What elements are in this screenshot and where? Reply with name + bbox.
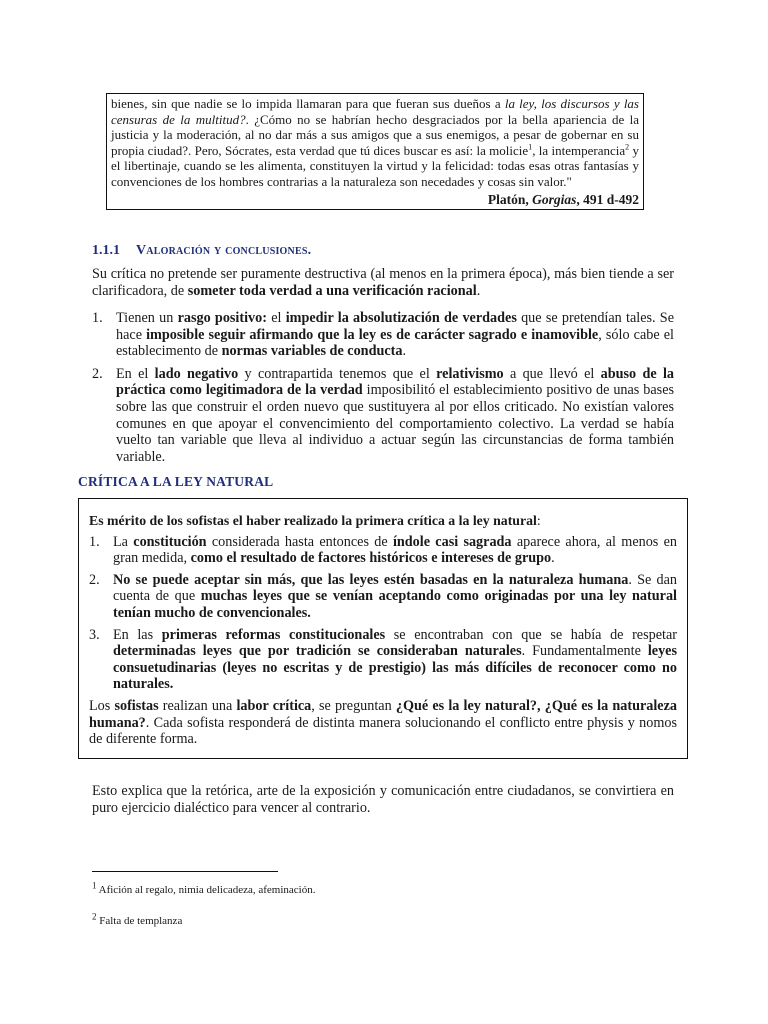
text-run: : <box>536 513 541 528</box>
text-run: aparece ahora, al menos en gran medida, <box>113 533 678 567</box>
footnote-ref-1[interactable]: 1 <box>528 142 533 152</box>
text-run: y contrapartida tenemos que el <box>238 365 437 382</box>
footnote-text: Afición al regalo, nimia delicadeza, afeminación. <box>96 884 316 896</box>
list-item <box>92 310 674 360</box>
after-paragraph: Esto explica que la retórica, arte de la exposición y comunicación entre ciudadanos, se convirtiera en puro ejercicio dialéctico para vencer al contrario. <box>92 783 674 816</box>
text-run: . <box>551 550 555 567</box>
box-closing <box>89 698 677 748</box>
bold-run: primeras reformas constitucionales <box>161 626 386 643</box>
text-run: Tienen un <box>116 310 178 326</box>
text-run: . <box>402 343 407 360</box>
footnote-rule <box>92 871 278 872</box>
text-run: imposibilitó el establecimiento positivo de unas bases sobre las que construir el orden nuevo que sustituyera al por ellos criticado. No existían valores comunes en que apoyar el convencimiento del comportamiento colectivo. La verdad se había vuelto tan variable que lleva al individuo a actuar según las circunstancias de forma también variable. <box>116 382 675 465</box>
list-marker: 2. <box>92 365 103 382</box>
section-number: 1.1.1 <box>92 243 120 258</box>
footnote-2 <box>92 911 183 927</box>
text-run: Su crítica no pretende ser puramente destructiva (al menos en la primera época), más bien tiende a ser clarificadora, de <box>92 266 674 299</box>
text-run: a que llevó el <box>503 365 601 382</box>
bold-run: índole casi sagrada <box>392 533 512 550</box>
list-item <box>92 366 674 466</box>
text-run: . Fundamentalmente <box>521 643 648 660</box>
quote-segment: . ¿Cómo no se habrían hecho desgraciados por la bella apariencia de la justicia y la moderación, al no dar más a sus amigos que a sus enemigos, a pesar de gobernar en su propia ciudad?. Pero, Sócrates, esta verdad que tú dices buscar es así: la molicie <box>111 111 640 158</box>
footnote-ref-2[interactable]: 2 <box>625 142 630 152</box>
footnote-text: Falta de templanza <box>96 915 183 927</box>
intro-paragraph <box>92 266 674 299</box>
subsection-heading: CRÍTICA A LA LEY NATURAL <box>78 474 274 489</box>
bold-run: someter toda verdad a una verificación racional <box>187 282 477 299</box>
quote-segment: , la intemperancia <box>532 142 626 158</box>
citation-reference: , 491 d-492 <box>576 191 639 207</box>
text-run: La <box>113 533 134 550</box>
footnote-number: 2 <box>92 911 97 922</box>
bold-run: ¿Qué es la ley natural?, ¿Qué es la naturaleza humana? <box>89 697 677 731</box>
quote-box <box>106 93 644 210</box>
conclusions-list <box>92 310 674 471</box>
list-item <box>89 572 677 622</box>
list-marker: 1. <box>89 533 100 550</box>
bold-run: labor crítica <box>236 697 312 714</box>
text-run: que se pretendían tales. Se hace <box>116 310 674 343</box>
text-run: considerada hasta entonces de <box>206 533 393 550</box>
text-run: . <box>476 282 481 299</box>
text-run: Los <box>89 697 115 714</box>
list-item <box>89 534 677 567</box>
box-lead <box>89 513 677 530</box>
bold-run: leyes consuetudinarias (leyes no escritas y de prestigio) las más difíciles de reconocer como no naturales. <box>113 643 677 693</box>
list-marker: 2. <box>89 571 100 588</box>
bold-run: relativismo <box>436 365 504 382</box>
citation-work: Gorgias <box>532 191 577 207</box>
footnote-1 <box>92 880 316 896</box>
text-run: . Se dan cuenta de que <box>113 571 677 605</box>
bold-run: No se puede aceptar sin más, que las leyes estén basadas en la naturaleza humana <box>113 571 629 588</box>
text-run: , sólo cabe el establecimento de <box>116 326 674 360</box>
bold-run: lado negativo <box>154 365 239 382</box>
bold-run: Es mérito de los sofistas el haber realizado la primera crítica a la ley natural <box>89 513 537 528</box>
section-title: Valoración y conclusiones. <box>136 243 312 258</box>
text-run: se encontraban con que se había de respetar <box>385 626 677 643</box>
bold-run: sofistas <box>114 697 159 714</box>
text-run: el <box>266 310 286 326</box>
quote-text <box>111 96 639 190</box>
list-marker: 1. <box>92 310 103 326</box>
text-run: En el <box>116 365 155 382</box>
bold-run: rasgo positivo: <box>177 310 267 326</box>
footnote-number: 1 <box>92 880 97 891</box>
list-item <box>89 627 677 693</box>
list-marker: 3. <box>89 626 100 643</box>
quote-segment: bienes, sin que nadie se lo impida llamaran para que fueran sus dueños a <box>111 96 505 111</box>
bold-run: determinadas leyes que por tradición se consideraban naturales <box>113 643 522 660</box>
text-run: , se preguntan <box>311 697 396 714</box>
bold-run: muchas leyes que se venían aceptando como originadas por una ley natural tenían mucho de convencionales. <box>113 588 677 621</box>
bold-run: normas variables de conducta <box>221 343 403 360</box>
bold-run: imposible seguir afirmando que la ley es de carácter sagrado e inamovible <box>146 326 599 343</box>
bold-run: abuso de la práctica como legitimadora de la verdad <box>116 365 675 399</box>
text-run: . Cada sofista responderá de distinta manera solucionando el conflicto entre physis y nomos de diferente forma. <box>89 714 677 748</box>
bold-run: constitución <box>133 533 207 550</box>
citation-author: Platón, <box>487 191 533 207</box>
text-run: realizan una <box>158 697 237 714</box>
quote-segment: y el libertinaje, cuando se les alimenta, constituyen la virtud y la felicidad: todas esas otras fantasías y convenciones de los hombres contrarias a la naturaleza son necedades y cosas sin valor." <box>111 142 640 189</box>
quote-citation <box>111 192 639 208</box>
bold-run: impedir la absolutización de verdades <box>285 310 517 326</box>
natural-law-box <box>78 498 688 759</box>
bold-run: como el resultado de factores históricos e intereses de grupo <box>190 550 552 567</box>
text-run: En las <box>113 626 162 643</box>
section-heading <box>92 243 311 259</box>
quote-italic-segment: la ley, los discursos y las censuras de la multitud? <box>111 96 639 127</box>
